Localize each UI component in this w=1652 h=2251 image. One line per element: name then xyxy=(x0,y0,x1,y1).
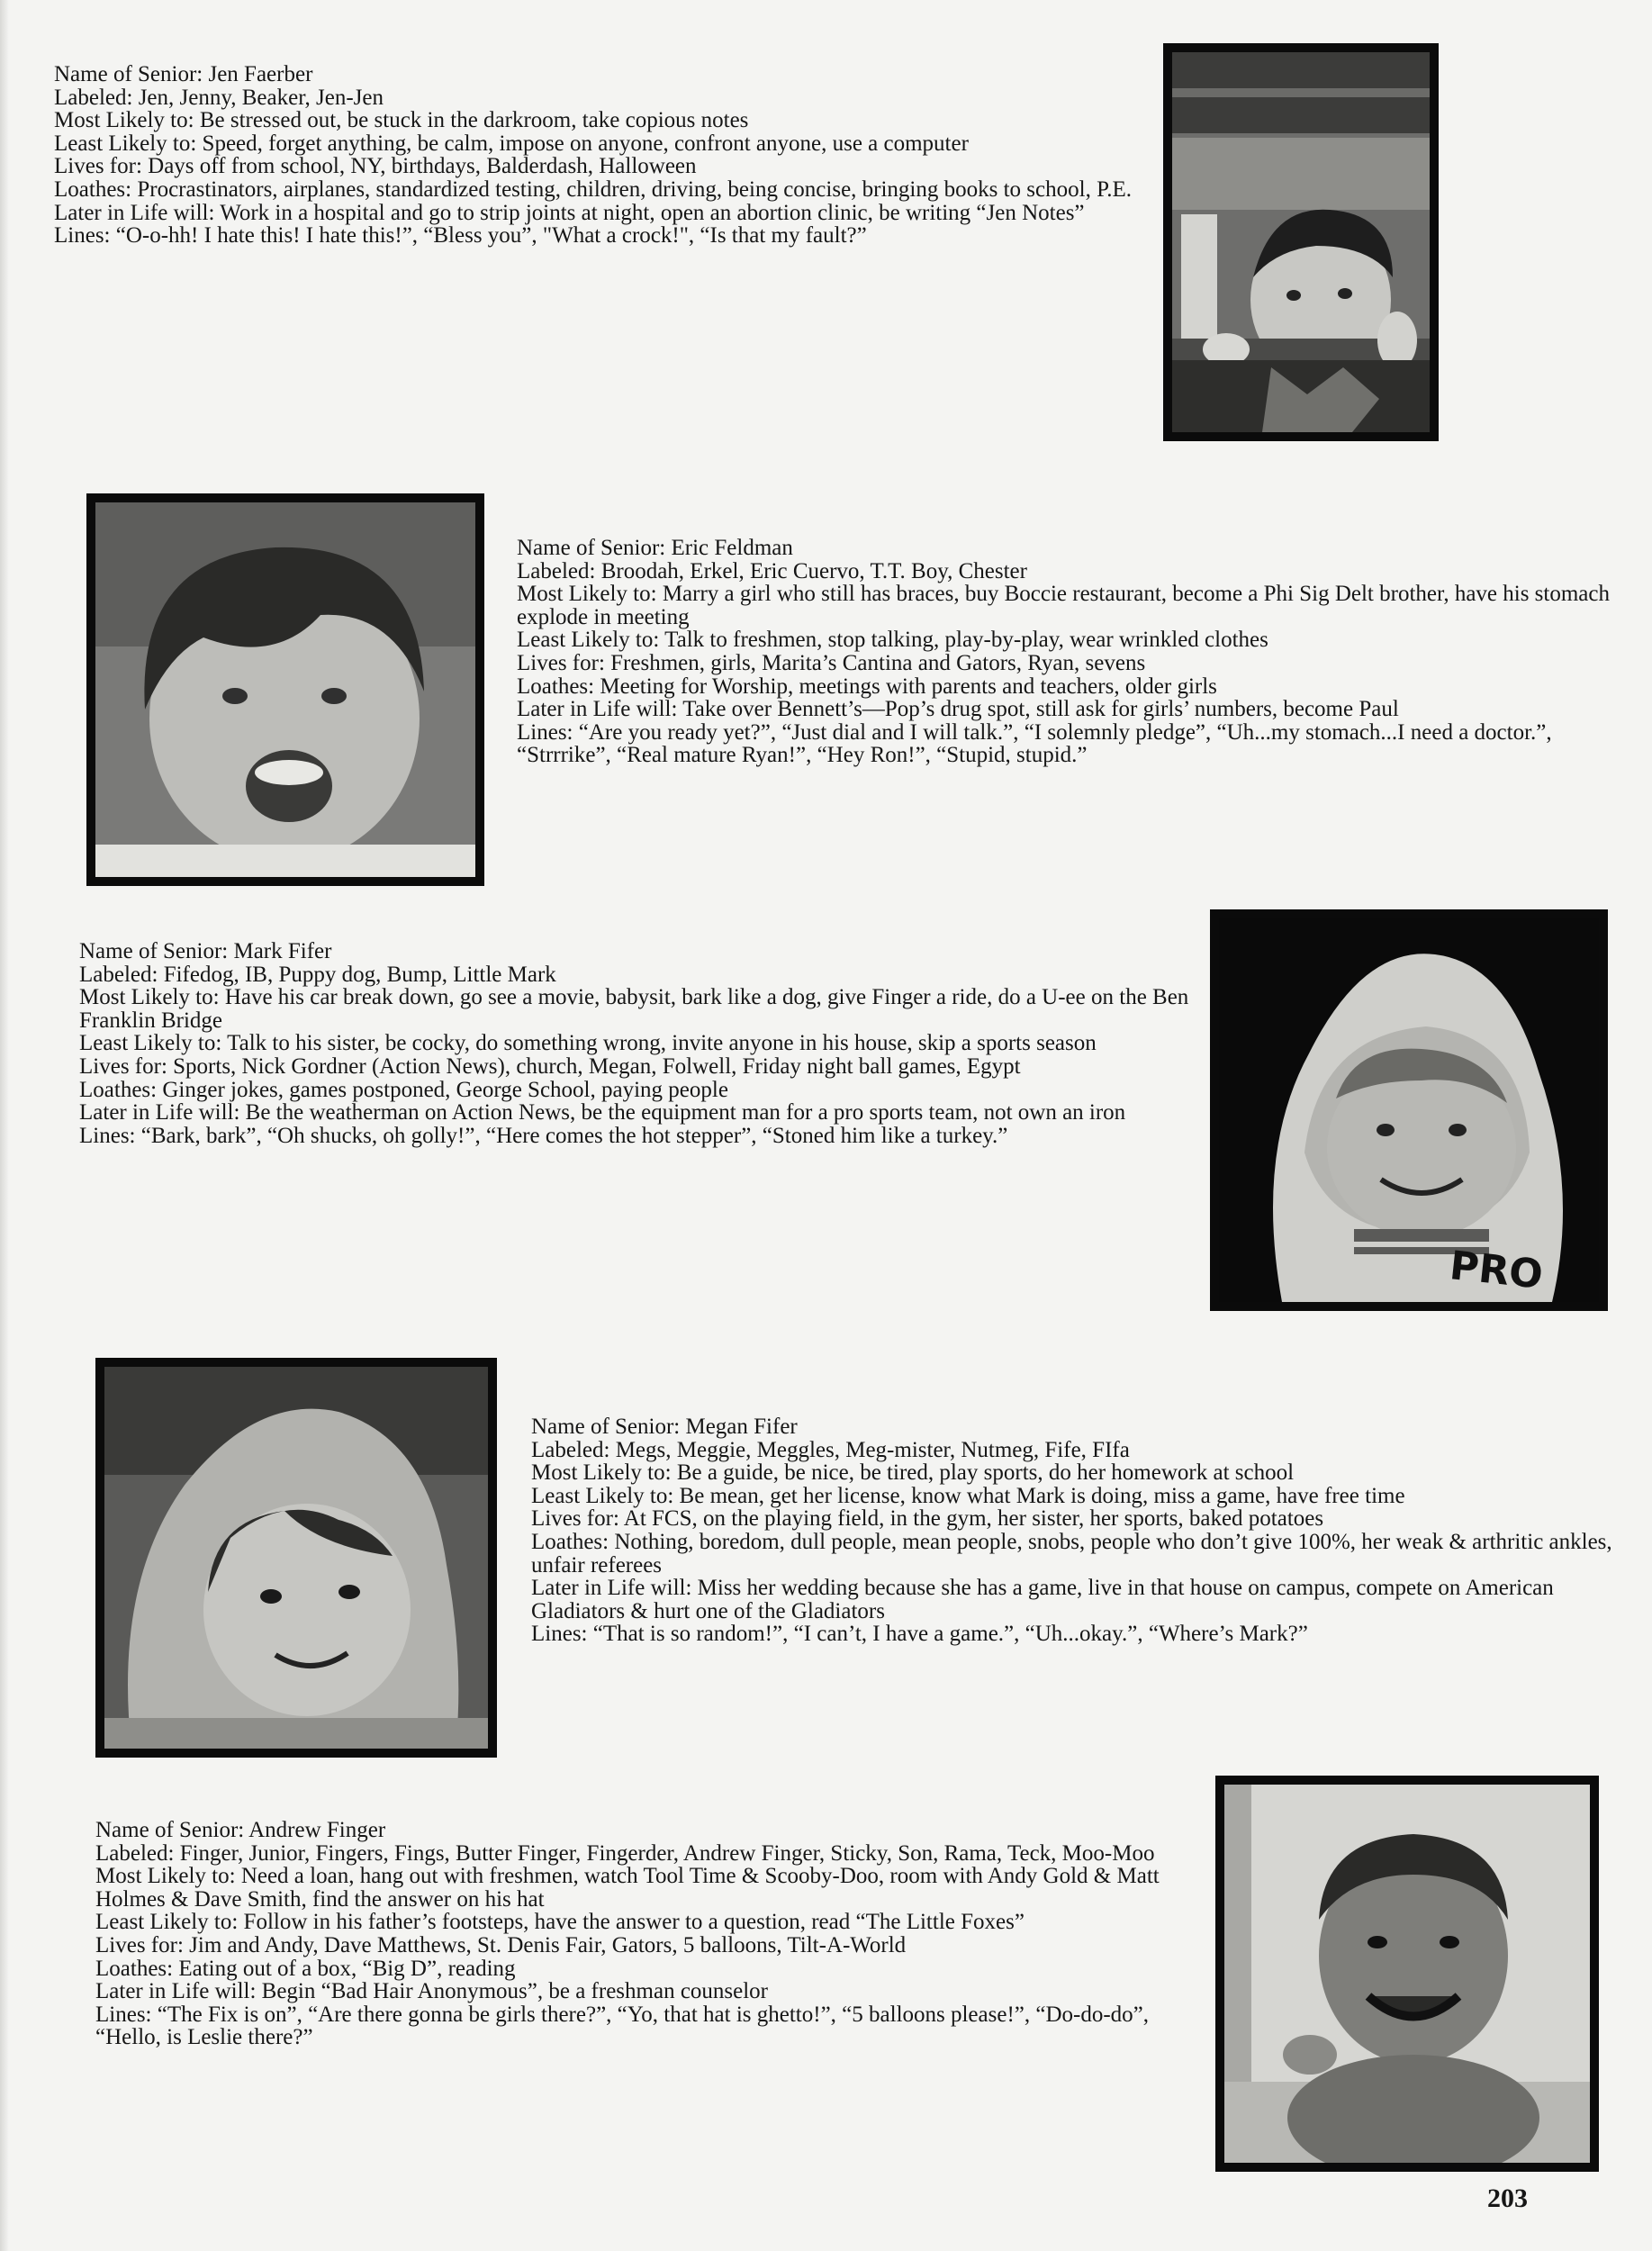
name-line: Name of Senior: Megan Fifer xyxy=(531,1415,798,1439)
senior-entry-mark-fifer xyxy=(79,940,1196,1147)
least-likely-line: Least Likely to: Be mean, get her license, know what Mark is doing, miss a game, have free time xyxy=(531,1483,1405,1508)
later-in-life-line: Later in Life will: Be the weatherman on Action News, be the equipment man for a pro sports team, not own an iron xyxy=(79,1100,1126,1126)
most-likely-line: Most Likely to: Need a loan, hang out with freshmen, watch Tool Time & Scooby-Doo, room with Andy Gold & Matt Holmes & Dave Smith, find the answer on his hat xyxy=(95,1864,1160,1912)
later-in-life-line: Later in Life will: Miss her wedding because she has a game, live in that house on campus, compete on American Gladiators & hurt one of the Gladiators xyxy=(531,1576,1554,1623)
name-line: Name of Senior: Eric Feldman xyxy=(517,536,793,560)
loathes-line: Loathes: Meeting for Worship, meetings with parents and teachers, older girls xyxy=(517,673,1217,699)
later-in-life-line: Later in Life will: Begin “Bad Hair Anonymous”, be a freshman counselor xyxy=(95,1979,769,2004)
later-in-life-line: Later in Life will: Work in a hospital and go to strip joints at night, open an abortion clinic, be writing “Jen Notes” xyxy=(54,200,1085,225)
loathes-line: Loathes: Procrastinators, airplanes, standardized testing, children, driving, being concise, bringing books to school, P.E. xyxy=(54,176,1132,202)
baby-portrait-image xyxy=(1172,52,1430,432)
lines-line: Lines: “Are you ready yet?”, “Just dial and I will talk.”, “I solemnly pledge”, “Uh...my stomach...I need a doctor.”, “Strrrike”, “Real mature Ryan!”, “Hey Ron!”, “Stupid, stupid.” xyxy=(517,719,1552,768)
baby-photo-jen-faerber xyxy=(1163,43,1439,441)
loathes-line: Loathes: Eating out of a box, “Big D”, reading xyxy=(95,1956,516,1981)
lives-for-line: Lives for: Freshmen, girls, Marita’s Cantina and Gators, Ryan, sevens xyxy=(517,650,1146,675)
loathes-line: Loathes: Ginger jokes, games postponed, George School, paying people xyxy=(79,1077,728,1102)
labeled-line: Labeled: Finger, Junior, Fingers, Fings, Butter Finger, Fingerder, Andrew Finger, Sticky, Son, Rama, Teck, Moo-Moo xyxy=(95,1840,1155,1866)
lives-for-line: Lives for: At FCS, on the playing field, in the gym, her sister, her sports, baked potatoes xyxy=(531,1506,1324,1532)
labeled-line: Labeled: Megs, Meggie, Meggles, Meg-mister, Nutmeg, Fife, FIfa xyxy=(531,1437,1130,1462)
senior-name: Mark Fifer xyxy=(233,939,332,963)
baby-portrait-image xyxy=(95,502,475,877)
baby-portrait-image xyxy=(1224,1785,1590,2163)
baby-photo-megan-fifer xyxy=(95,1358,497,1758)
labeled-line: Labeled: Jen, Jenny, Beaker, Jen-Jen xyxy=(54,85,384,110)
senior-entry-eric-feldman xyxy=(517,537,1624,767)
labeled-line: Labeled: Fifedog, IB, Puppy dog, Bump, Little Mark xyxy=(79,962,556,987)
lines-line: Lines: “O-o-hh! I hate this! I hate this!”, “Bless you”, "What a crock!", “Is that my fault?” xyxy=(54,223,867,249)
most-likely-line: Most Likely to: Marry a girl who still has braces, buy Boccie restaurant, become a Phi Sig Delt brother, have his stomach explode in meeting xyxy=(517,582,1610,629)
lives-for-line: Lives for: Jim and Andy, Dave Matthews, St. Denis Fair, Gators, 5 balloons, Tilt-A-World xyxy=(95,1932,907,1957)
page-edge xyxy=(0,0,9,2251)
most-likely-line: Most Likely to: Have his car break down, go see a movie, babysit, bark like a dog, give Finger a ride, do a U-ee on the Ben Franklin Bridge xyxy=(79,985,1189,1033)
lines-line: Lines: “That is so random!”, “I can’t, I have a game.”, “Uh...okay.”, “Where’s Mark?” xyxy=(531,1622,1308,1647)
baby-portrait-image xyxy=(1219,918,1599,1302)
lives-for-line: Lives for: Days off from school, NY, birthdays, Balderdash, Halloween xyxy=(54,154,697,179)
sweatshirt-print-pro: PRO xyxy=(1447,1243,1546,1298)
baby-photo-eric-feldman xyxy=(86,493,484,886)
senior-name: Andrew Finger xyxy=(248,1818,386,1842)
baby-photo-mark-fifer xyxy=(1210,909,1608,1311)
labeled-line: Labeled: Broodah, Erkel, Eric Cuervo, T.T. Boy, Chester xyxy=(517,558,1027,583)
senior-name: Megan Fifer xyxy=(685,1415,798,1439)
least-likely-line: Least Likely to: Talk to his sister, be cocky, do something wrong, invite anyone in his house, skip a sports season xyxy=(79,1031,1097,1056)
name-line: Name of Senior: Mark Fifer xyxy=(79,939,332,963)
senior-name: Jen Faerber xyxy=(208,62,313,86)
senior-entry-megan-fifer xyxy=(531,1415,1652,1646)
baby-photo-andrew-finger xyxy=(1215,1776,1599,2172)
lines-line: Lines: “Bark, bark”, “Oh shucks, oh golly!”, “Here comes the hot stepper”, “Stoned him like a turkey.” xyxy=(79,1123,1008,1148)
least-likely-line: Least Likely to: Talk to freshmen, stop talking, play-by-play, wear wrinkled clothes xyxy=(517,628,1268,653)
most-likely-line: Most Likely to: Be stressed out, be stuck in the darkroom, take copious notes xyxy=(54,108,749,133)
lines-line: Lines: “The Fix is on”, “Are there gonna be girls there?”, “Yo, that hat is ghetto!”, “5 balloons please!”, “Do-do-do”, “Hello, is Leslie there?” xyxy=(95,2002,1150,2050)
senior-entry-jen-faerber xyxy=(54,63,1134,248)
later-in-life-line: Later in Life will: Take over Bennett’s—Pop’s drug spot, still ask for girls’ numbers, become Paul xyxy=(517,697,1399,722)
name-line: Name of Senior: Andrew Finger xyxy=(95,1818,386,1842)
lives-for-line: Lives for: Sports, Nick Gordner (Action News), church, Megan, Folwell, Friday night ball games, Egypt xyxy=(79,1053,1021,1079)
senior-name: Eric Feldman xyxy=(671,536,793,560)
baby-portrait-image xyxy=(104,1367,488,1749)
page-number: 203 xyxy=(1487,2183,1528,2213)
senior-entry-andrew-finger xyxy=(95,1819,1212,2049)
name-line: Name of Senior: Jen Faerber xyxy=(54,62,313,86)
least-likely-line: Least Likely to: Speed, forget anything, be calm, impose on anyone, confront anyone, use a computer xyxy=(54,131,969,156)
least-likely-line: Least Likely to: Follow in his father’s footsteps, have the answer to a question, read “The Little Foxes” xyxy=(95,1910,1025,1935)
loathes-line: Loathes: Nothing, boredom, dull people, mean people, snobs, people who don’t give 100%, her weak & arthritic ankles, unfair referees xyxy=(531,1529,1612,1578)
most-likely-line: Most Likely to: Be a guide, be nice, be tired, play sports, do her homework at school xyxy=(531,1460,1295,1486)
